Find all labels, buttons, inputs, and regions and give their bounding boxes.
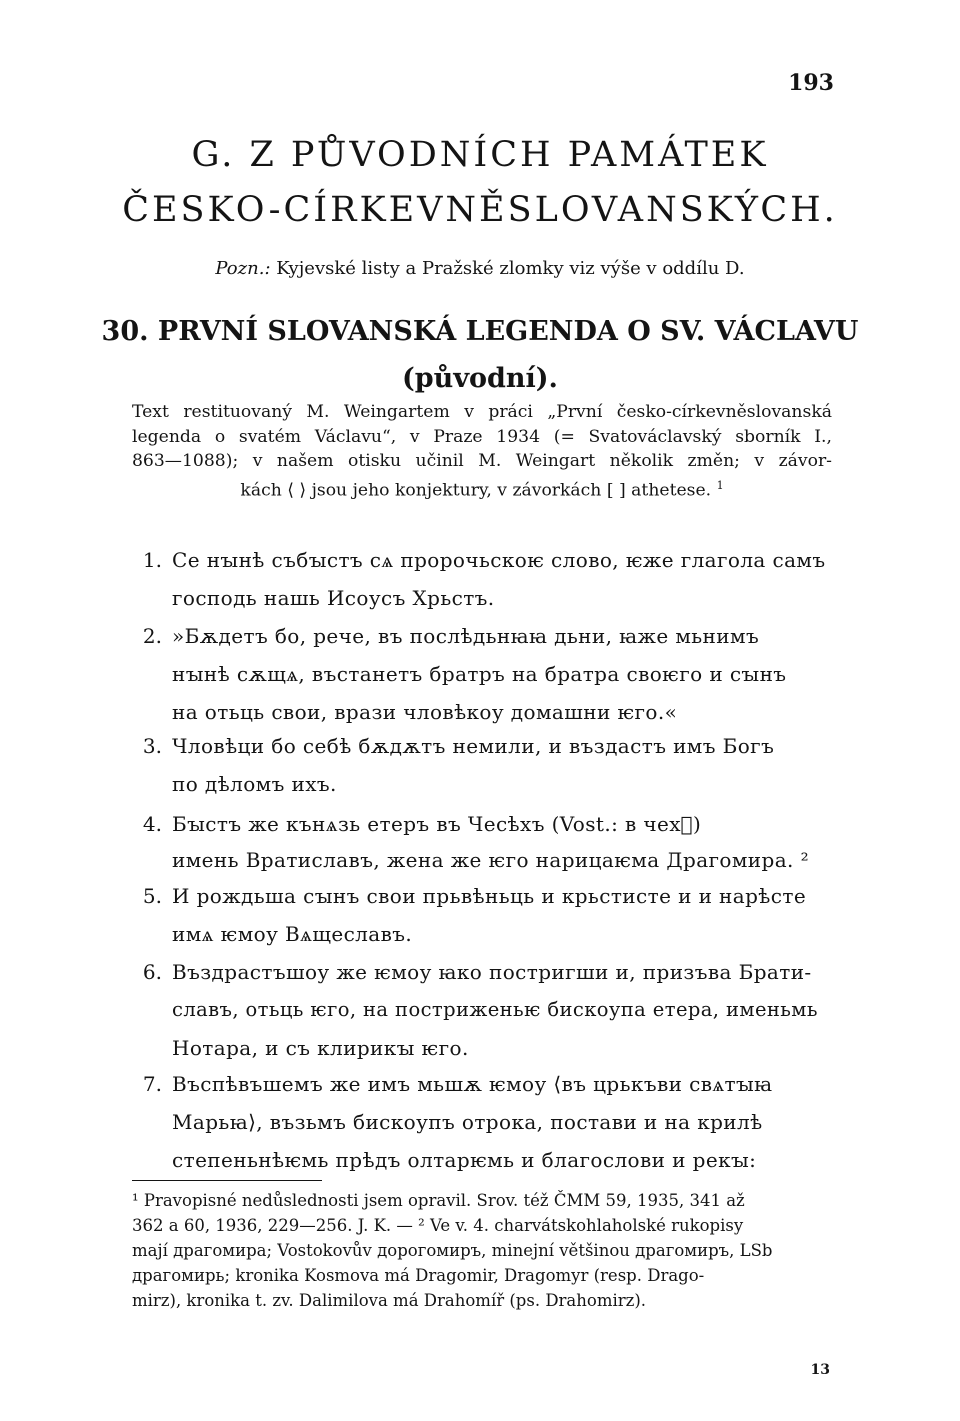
verse-line: »Бѫдетъ бо, рече, въ послѣдьнꙗꙗ дьни, ꙗже мьнимъ [172,624,760,648]
intro-line: kách ⟨ ⟩ jsou jeho konjektury, v závorkách [ ] athetese. [240,480,712,501]
verse-line: по дѣломъ ихъ. [172,772,337,796]
legend-title-line-1: 30. PRVNÍ SLOVANSKÁ LEGENDA O SV. VÁCLAVU [101,316,859,347]
verse-line: имѧ ѥмоу Вѧщеславъ. [172,922,413,946]
verse-number: 1. [142,548,162,572]
footnote-mark: 1 [716,478,724,492]
section-title-line-1: G. Z PŮVODNÍCH PAMÁTEK [191,135,769,175]
verse-line: Въздрастъшоу же ѥмоу ꙗко постригши и, призъва Брати- [172,960,812,984]
intro-line: Text restituovaný M. Weingartem v práci „První česko-církevněslovanská [132,402,832,422]
footnote-line: mají драгомира; Vostokovův дорогомиръ, minejní většinou драгомиръ, LSb [132,1241,773,1260]
note-label: Pozn.: [215,258,271,279]
verse-line: Нотара, и съ клирикꙑ ѥго. [172,1036,469,1060]
verse-line: славъ, отьць ѥго, на постриженьѥ бискоупа етера, именьмь [172,998,818,1021]
verse-line: Марьꙗ⟩, възьмъ бискоупъ отрока, постави и на крилѣ [172,1110,763,1134]
verse-line: И рождьша сꙑнъ свои прьвѣньць и крьстисте и и нарѣсте [172,884,807,908]
footnote-line: ¹ Pravopisné nedůslednosti jsem opravil. Srov. též ČMM 59, 1935, 341 až [132,1191,745,1210]
page-number: 193 [788,70,834,96]
footnote-line: mirz), kronika t. zv. Dalimilova má Drahomíř (ps. Drahomirz). [132,1291,647,1310]
intro-line: 863—1088); v našem otisku učinil M. Weingart několik změn; v závor- [132,451,832,471]
verse-line: нꙑнѣ сѫщѧ, въстанетъ братръ на братра своѥго и сꙑнъ [172,662,787,686]
footnotes [132,1188,832,1313]
verse-number: 2. [142,624,162,648]
verse-line: Въспѣвъшемъ же имъ мьшѫ ѥмоу ⟨въ црькъви свѧтꙑꙗ [172,1072,773,1096]
legend-title-line-2: (původní). [402,363,558,394]
verse-line: Бꙑстъ же кънѧзь етеръ въ Чесѣхъ (Vost.: в чехⷯ) [172,812,702,836]
intro-paragraph [132,400,832,503]
intro-line-last [132,474,832,503]
verse-line: имень Вратиславъ, жена же ѥго нарицаѥма Драгомира. ² [172,848,809,872]
section-title-line-2: ČESKO-CÍRKEVNĚSLOVANSKÝCH. [122,190,838,230]
footnote-divider [132,1180,322,1181]
note-text: Kyjevské listy a Pražské zlomky viz výše v oddílu D. [276,258,745,279]
signature-mark: 13 [810,1362,830,1378]
verse-line: Чловѣци бо себѣ бѫдѫтъ немили, и въздастъ имъ Богъ [172,734,775,758]
verse-number: 4. [142,812,162,836]
verse-number: 3. [142,734,162,758]
intro-line: legenda o svatém Václavu“, v Praze 1934 (= Svatováclavský sborník I., [132,426,832,447]
verse-number: 5. [142,884,162,908]
note [0,258,960,279]
footnote-line: 362 a 60, 1936, 229—256. J. K. — ² Ve v. 4. charvátskohlaholské rukopisy [132,1216,744,1235]
verse-number: 6. [142,960,162,984]
verse-number: 7. [142,1072,162,1096]
verse-line: Се нꙑнѣ събꙑстъ сѧ пророчьскоѥ слово, ѥже глагола самъ [172,548,826,572]
footnote-line: драгомирь; kronika Kosmova má Dragomir, Dragomyr (resp. Drago- [132,1266,705,1285]
verse-line: на отьць свои, врази чловѣкоу домашни ѥго.« [172,700,678,724]
verse-line: господь нашь Исоусъ Хрьстъ. [172,586,495,610]
verse-line: степеньнѣѥмь прѣдъ олтарѥмь и благослови и рекꙑ: [172,1148,757,1172]
